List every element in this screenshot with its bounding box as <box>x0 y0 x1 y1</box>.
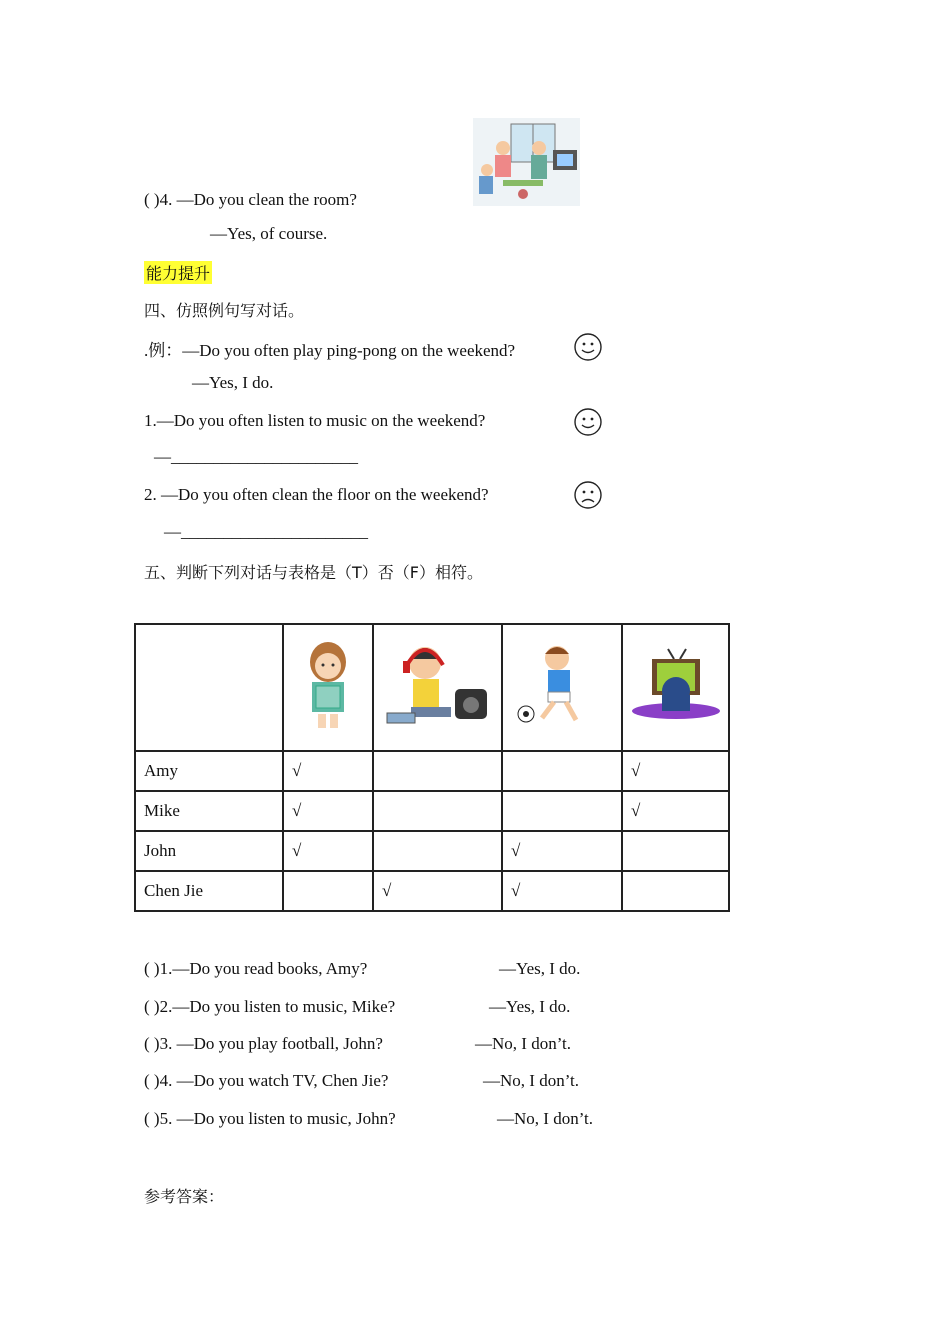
tf-question-3: ( )3. —Do you play football, John? <box>144 1034 383 1053</box>
tf-answer-5: —No, I don’t. <box>497 1109 594 1128</box>
watch-tv-icon <box>628 645 723 725</box>
answer-line-2[interactable]: —______________________ <box>164 522 368 541</box>
header-watch-tv <box>622 624 729 751</box>
table-row <box>135 791 729 831</box>
table-row <box>135 871 729 911</box>
row-name-chen-jie: Chen Jie <box>135 871 283 911</box>
tf-question-1: ( )1.—Do you read books, Amy? <box>144 959 368 978</box>
cell <box>502 751 622 791</box>
smiley-face-icon <box>574 333 602 361</box>
example-answer: —Yes, I do. <box>192 373 274 392</box>
table-row <box>135 831 729 871</box>
listen-music-icon <box>383 635 493 735</box>
cell: √ <box>622 751 729 791</box>
example-question: .例：—Do you often play ping-pong on the weekend? <box>144 341 516 360</box>
question-4-top: ( )4. —Do you clean the room? <box>144 190 357 209</box>
header-read-books <box>283 624 373 751</box>
cell <box>622 871 729 911</box>
sad-face-icon <box>574 481 602 509</box>
cell: √ <box>502 831 622 871</box>
cell: √ <box>373 871 502 911</box>
cell <box>622 831 729 871</box>
answers-title: 参考答案： <box>144 1187 225 1206</box>
row-name-mike: Mike <box>135 791 283 831</box>
section-5-title: 五、判断下列对话与表格是（T）否（F）相符。 <box>144 563 483 582</box>
tf-answer-3: —No, I don’t. <box>475 1034 572 1053</box>
cleaning-room-illustration <box>473 118 580 206</box>
row-name-amy: Amy <box>135 751 283 791</box>
row-name-john: John <box>135 831 283 871</box>
section-4-title: 四、仿照例句写对话。 <box>144 301 305 320</box>
play-football-icon <box>512 640 612 730</box>
cell: √ <box>283 831 373 871</box>
cell: √ <box>622 791 729 831</box>
read-books-icon <box>298 638 358 733</box>
tf-question-4: ( )4. —Do you watch TV, Chen Jie? <box>144 1071 389 1090</box>
question-4-answer: —Yes, of course. <box>210 224 328 243</box>
tf-answer-2: —Yes, I do. <box>489 997 571 1016</box>
section-tag-ability: 能力提升 <box>144 261 212 284</box>
question-2: 2. —Do you often clean the floor on the weekend? <box>144 485 489 504</box>
cell <box>373 831 502 871</box>
question-1: 1.—Do you often listen to music on the weekend? <box>144 411 486 430</box>
tf-answer-4: —No, I don’t. <box>483 1071 580 1090</box>
cell <box>502 791 622 831</box>
cell: √ <box>502 871 622 911</box>
table-corner-cell <box>135 624 283 751</box>
tf-answer-1: —Yes, I do. <box>499 959 581 978</box>
table-row <box>135 751 729 791</box>
tf-question-5: ( )5. —Do you listen to music, John? <box>144 1109 396 1128</box>
cell: √ <box>283 791 373 831</box>
smiley-face-icon <box>574 408 602 436</box>
activity-table <box>134 623 730 912</box>
cell: √ <box>283 751 373 791</box>
answer-line-1[interactable]: —______________________ <box>154 447 358 466</box>
cell <box>373 791 502 831</box>
cell <box>283 871 373 911</box>
tf-question-2: ( )2.—Do you listen to music, Mike? <box>144 997 396 1016</box>
cell <box>373 751 502 791</box>
header-listen-music <box>373 624 502 751</box>
header-play-football <box>502 624 622 751</box>
